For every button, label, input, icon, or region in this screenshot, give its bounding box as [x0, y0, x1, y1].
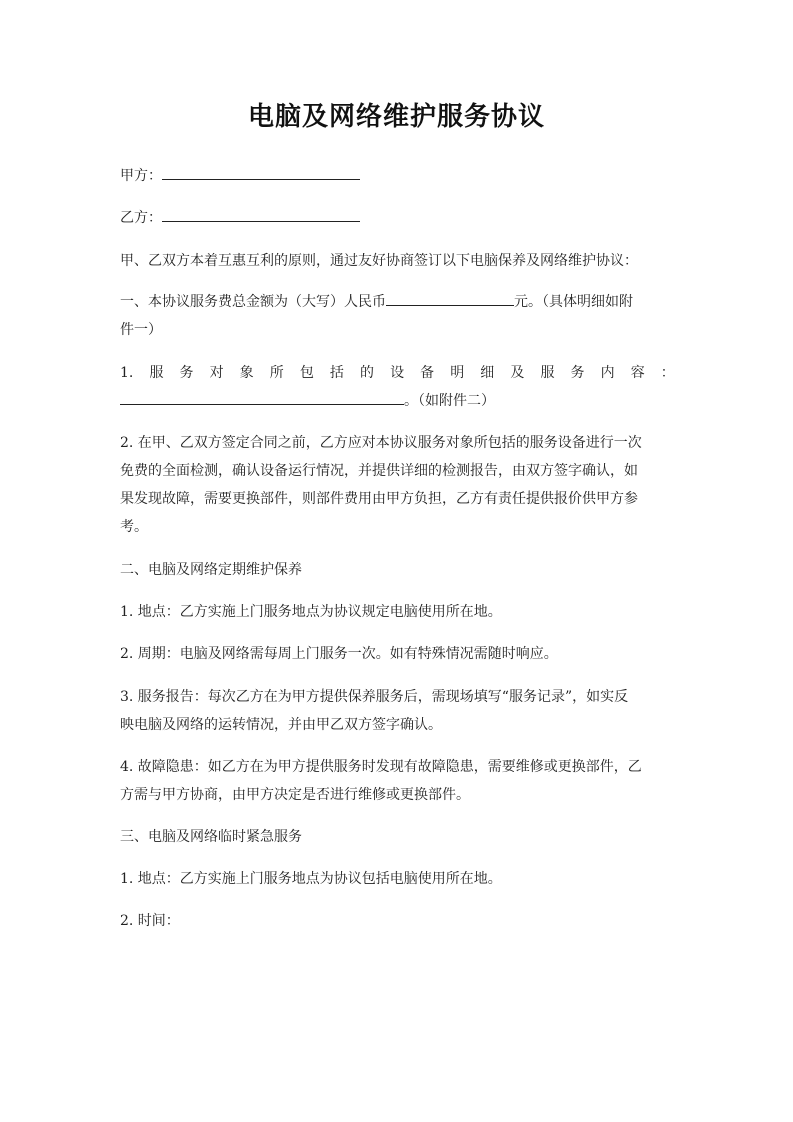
spread-char: 服 — [540, 365, 555, 381]
section-2-item-4-line-1: 4. 故障隐患：如乙方在为甲方提供服务时发现有故障隐患，需要维修或更换部件，乙 — [120, 759, 642, 775]
party-b-line — [120, 204, 675, 232]
section-1-item-2-line-4: 考。 — [120, 519, 148, 535]
party-a-label: 甲方： — [120, 168, 162, 184]
section-2-item-3-line-2: 映电脑及网络的运转情况，并由甲乙双方签字确认。 — [120, 717, 442, 733]
spread-char: 容 — [630, 365, 645, 381]
spread-char: 备 — [420, 365, 435, 381]
section-2-item-3-line-1: 3. 服务报告：每次乙方在为甲方提供保养服务后，需现场填写“服务记录”，如实反 — [120, 689, 629, 705]
spread-char: 象 — [239, 365, 254, 381]
service-content-blank — [120, 390, 404, 405]
spread-char: 内 — [600, 365, 615, 381]
spread-char: 括 — [329, 365, 344, 381]
page-title: 电脑及网络维护服务协议 — [247, 102, 545, 132]
section-1-item-2-line-2: 免费的全面检测，确认设备运行情况，并提供详细的检测报告，由双方签字确认，如 — [120, 463, 638, 479]
spread-char: 服 — [149, 365, 164, 381]
section-3-item-2: 2. 时间： — [120, 913, 180, 929]
section-1-item-1-line-1 — [120, 359, 675, 387]
section-3-item-1: 1. 地点：乙方实施上门服务地点为协议包括电脑使用所在地。 — [120, 871, 502, 887]
section-2-item-4-line-2: 方需与甲方协商，由甲方决定是否进行维修或更换部件。 — [120, 787, 470, 803]
intro-paragraph: 甲、乙双方本着互惠互利的原则，通过友好协商签订以下电脑保养及网络维护协议： — [120, 253, 638, 269]
section-1-item-1-line-2 — [120, 387, 675, 415]
spread-char: 务 — [570, 365, 585, 381]
section-3-heading: 三、电脑及网络临时紧急服务 — [120, 829, 302, 845]
party-a-line — [120, 162, 675, 190]
fee-text-suffix: 元。（具体明细如附 — [514, 294, 633, 310]
spread-char: 及 — [510, 365, 525, 381]
section-2-heading: 二、电脑及网络定期维护保养 — [120, 562, 302, 578]
section-1-item-2-line-1: 2. 在甲、乙双方签定合同之前，乙方应对本协议服务对象所包括的服务设备进行一次 — [120, 435, 642, 451]
section-1-line-1 — [120, 288, 675, 316]
spread-char: 的 — [359, 365, 374, 381]
party-b-label: 乙方： — [120, 210, 162, 226]
spread-char: 所 — [269, 365, 284, 381]
fee-amount-blank — [386, 291, 514, 306]
spread-char: 细 — [480, 365, 495, 381]
service-content-suffix: 。（如附件二） — [404, 393, 495, 409]
section-2-item-1: 1. 地点：乙方实施上门服务地点为协议规定电脑使用所在地。 — [120, 604, 502, 620]
fee-text-prefix: 一、本协议服务费总金额为（大写）人民币 — [120, 294, 386, 310]
party-a-blank — [162, 165, 360, 180]
party-b-blank — [162, 207, 360, 222]
spread-char: 对 — [209, 365, 224, 381]
section-2-item-2: 2. 周期：电脑及网络需每周上门服务一次。如有特殊情况需随时响应。 — [120, 646, 558, 662]
section-1-line-2: 件一） — [120, 322, 162, 338]
spread-char: 明 — [450, 365, 465, 381]
spread-char: 包 — [299, 365, 314, 381]
spread-char: 务 — [179, 365, 194, 381]
spread-char: 设 — [390, 365, 405, 381]
spread-char: ： — [660, 365, 675, 381]
section-1-item-2-line-3: 果发现故障，需要更换部件，则部件费用由甲方负担，乙方有责任提供报价供甲方参 — [120, 491, 638, 507]
spread-char: 1. — [120, 365, 134, 381]
